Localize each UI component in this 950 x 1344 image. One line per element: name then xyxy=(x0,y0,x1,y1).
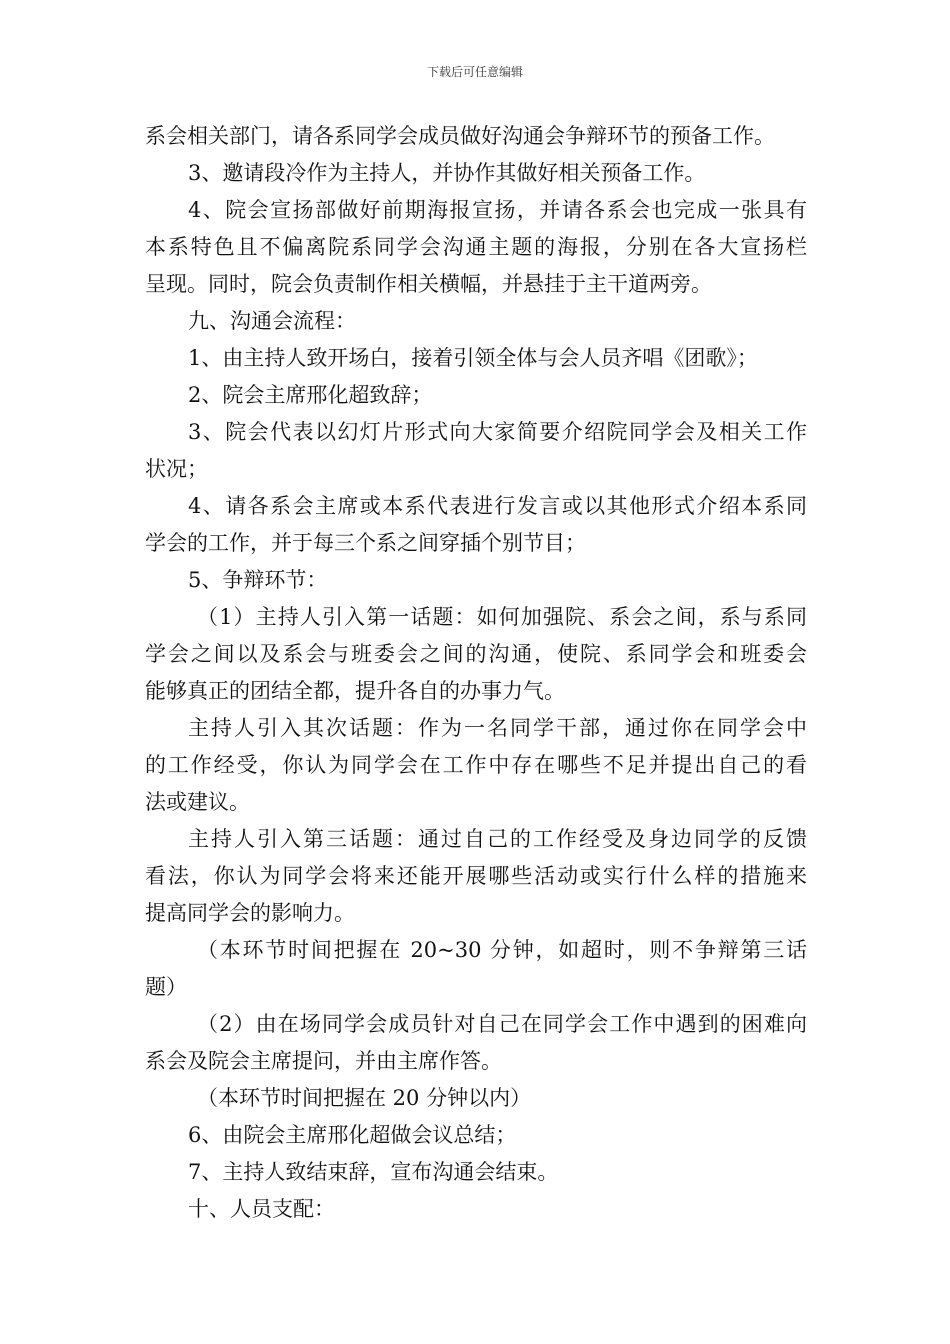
text-line: 3、邀请段冷作为主持人，并协作其做好相关预备工作。 xyxy=(188,161,706,185)
document-body xyxy=(145,118,807,1228)
text-line: 2、院会主席邢化超致辞； xyxy=(188,383,433,407)
text-line: 4、院会宣扬部做好前期海报宣扬，并请各系会也完成一张具有 xyxy=(188,198,807,222)
text-line: 主持人引入其次话题：作为一名同学干部，通过你在同学会中 xyxy=(188,716,807,740)
text-line: 6、由院会主席邢化超做会议总结； xyxy=(188,1123,517,1147)
text-line: 提高同学会的影响力。 xyxy=(145,901,355,925)
page-header: 下载后可任意编辑 xyxy=(426,65,523,79)
text-line: 呈现。同时，院会负责制作相关横幅，并悬挂于主干道两旁。 xyxy=(145,272,712,296)
text-line: 7、主持人致结束辞，宣布沟通会结束。 xyxy=(188,1160,559,1184)
text-line: （本环节时间把握在 20~30 分钟，如超时，则不争辩第三话 xyxy=(197,938,807,962)
text-line: （2）由在场同学会成员针对自己在同学会工作中遇到的困难向 xyxy=(197,1012,807,1036)
text-line: 学会之间以及系会与班委会之间的沟通，使院、系同学会和班委会 xyxy=(145,642,807,666)
text-line: 题） xyxy=(145,975,187,999)
text-line: 状况； xyxy=(145,457,208,481)
text-line: 的工作经受，你认为同学会在工作中存在哪些不足并提出自己的看 xyxy=(145,753,807,777)
text-line: 1、由主持人致开场白，接着引领全体与会人员齐唱《团歌》； xyxy=(188,346,758,370)
text-line: 4、请各系会主席或本系代表进行发言或以其他形式介绍本系同 xyxy=(188,494,807,518)
text-line: 九、沟通会流程： xyxy=(188,309,356,333)
text-line: （1）主持人引入第一话题：如何加强院、系会之间，系与系同 xyxy=(197,605,807,629)
text-line: 十、人员支配： xyxy=(188,1197,335,1221)
text-line: 法或建议。 xyxy=(145,790,250,814)
text-line: 看法，你认为同学会将来还能开展哪些活动或实行什么样的措施来 xyxy=(145,864,807,888)
text-line: 学会的工作，并于每三个系之间穿插个别节目； xyxy=(145,531,586,555)
text-line: 本系特色且不偏离院系同学会沟通主题的海报，分别在各大宣扬栏 xyxy=(145,235,807,259)
text-line: （本环节时间把握在 20 分钟以内） xyxy=(197,1086,532,1110)
text-line: 5、争辩环节： xyxy=(188,568,328,592)
text-line: 系会及院会主席提问，并由主席作答。 xyxy=(145,1049,502,1073)
text-line: 系会相关部门，请各系同学会成员做好沟通会争辩环节的预备工作。 xyxy=(145,124,775,148)
text-line: 能够真正的团结全都，提升各自的办事力气。 xyxy=(145,679,565,703)
text-line: 3、院会代表以幻灯片形式向大家简要介绍院同学会及相关工作 xyxy=(188,420,807,444)
text-line: 主持人引入第三话题：通过自己的工作经受及身边同学的反馈 xyxy=(188,827,807,851)
